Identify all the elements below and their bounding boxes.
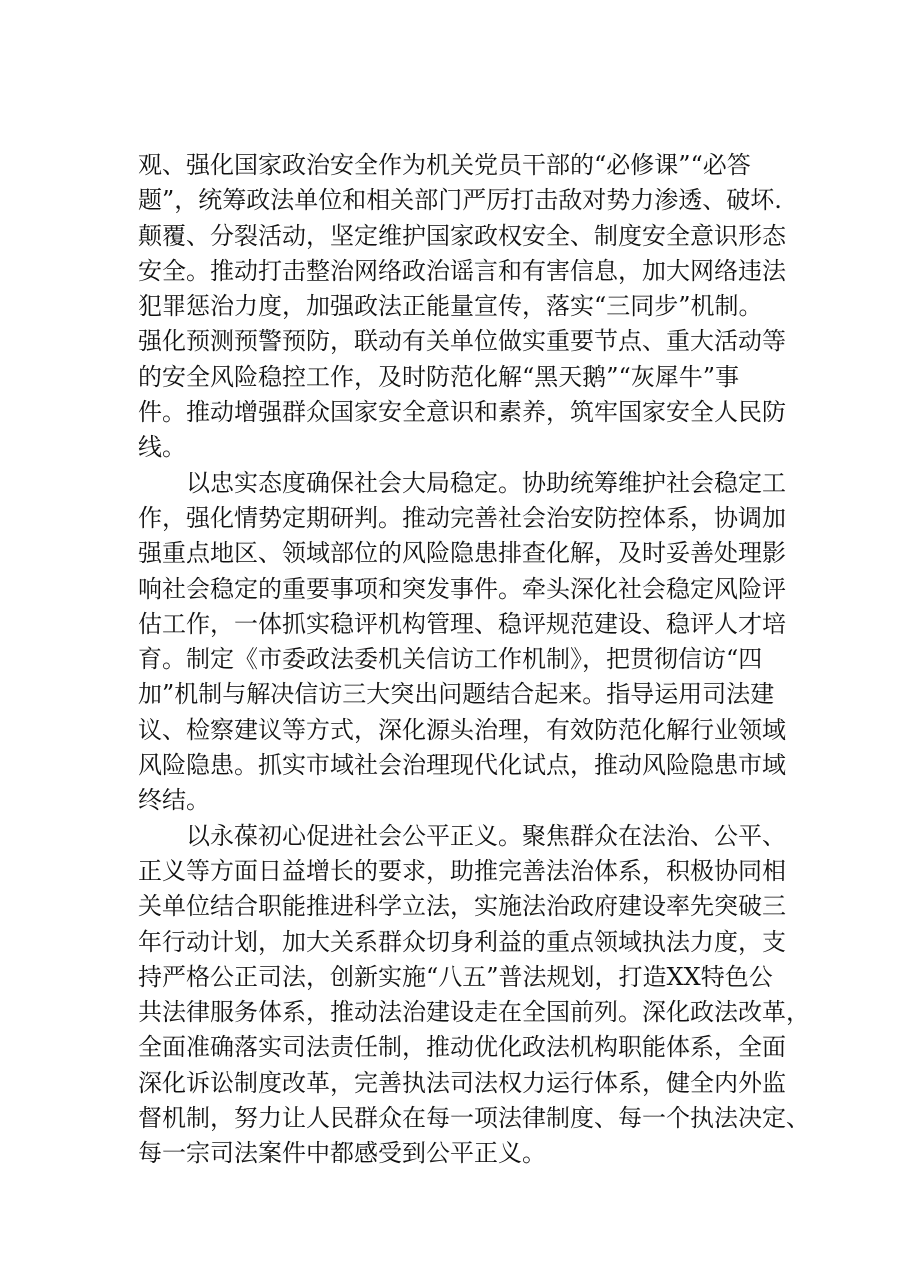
text-line: 颠覆、分裂活动，坚定维护国家政权安全、制度安全意识形态 — [138, 221, 786, 250]
text-line: 线。 — [138, 433, 186, 462]
text-line: 作，强化情势定期研判。推动完善社会治安防控体系，协调加 — [138, 503, 786, 532]
body-text — [138, 148, 818, 1172]
text-line: 响社会稳定的重要事项和突发事件。牵头深化社会稳定风险评 — [138, 574, 786, 603]
text-line: 观、强化国家政治安全作为机关党员干部的“必修课”“必答 — [138, 151, 751, 179]
text-line: 件。推动增强群众国家安全意识和素养，筑牢国家安全人民防 — [138, 398, 786, 427]
text-line: 督机制，努力让人民群众在每一项法律制度、每一个执法决定、 — [138, 1104, 810, 1133]
text-line: 深化诉讼制度改革，完善执法司法权力运行体系，健全内外监 — [138, 1068, 786, 1097]
text-line: 持严格公正司法，创新实施“八五”普法规划，打造XX特色公 — [138, 962, 773, 991]
text-line: 年行动计划，加大关系群众切身利益的重点领域执法力度，支 — [138, 927, 786, 956]
paragraph-start-line: 以忠实态度确保社会大局稳定。协助统筹维护社会稳定工 — [138, 468, 786, 497]
text-line: 强重点地区、领域部位的风险隐患排查化解，及时妥善处理影 — [138, 539, 786, 568]
text-line: 的安全风险稳控工作，及时防范化解“黑天鹅”“灰犀牛”事 — [138, 362, 740, 391]
text-line: 题”，统筹政法单位和相关部门严厉打击敌对势力渗透、破坏. — [138, 186, 782, 215]
text-line: 共法律服务体系，推动法治建设走在全国前列。深化政法改革， — [138, 998, 810, 1027]
text-line: 终结。 — [138, 786, 210, 815]
text-line: 育。制定《市委政法委机关信访工作机制》，把贯彻信访“四 — [138, 645, 763, 674]
paragraph-start-line: 以永葆初心促进社会公平正义。聚焦群众在法治、公平、 — [138, 821, 786, 850]
text-line: 议、检察建议等方式，深化源头治理，有效防范化解行业领域 — [138, 715, 786, 744]
text-line: 加”机制与解决信访三大突出问题结合起来。指导运用司法建 — [138, 680, 775, 709]
text-line: 正义等方面日益增长的要求，助推完善法治体系，积极协同相 — [138, 856, 786, 885]
text-line: 安全。推动打击整治网络政治谣言和有害信息，加大网络违法 — [138, 256, 786, 285]
text-line: 强化预测预警预防，联动有关单位做实重要节点、重大活动等 — [138, 327, 786, 356]
text-line: 每一宗司法案件中都感受到公平正义。 — [138, 1139, 546, 1168]
text-line: 估工作，一体抓实稳评机构管理、稳评规范建设、稳评人才培 — [138, 609, 786, 638]
text-line: 全面准确落实司法责任制，推动优化政法机构职能体系，全面 — [138, 1033, 786, 1062]
text-line: 犯罪惩治力度，加强政法正能量宣传，落实“三同步”机制。 — [138, 292, 763, 321]
text-line: 关单位结合职能推进科学立法，实施法治政府建设率先突破三 — [138, 892, 786, 921]
text-line: 风险隐患。抓实市域社会治理现代化试点，推动风险隐患市域 — [138, 751, 786, 780]
